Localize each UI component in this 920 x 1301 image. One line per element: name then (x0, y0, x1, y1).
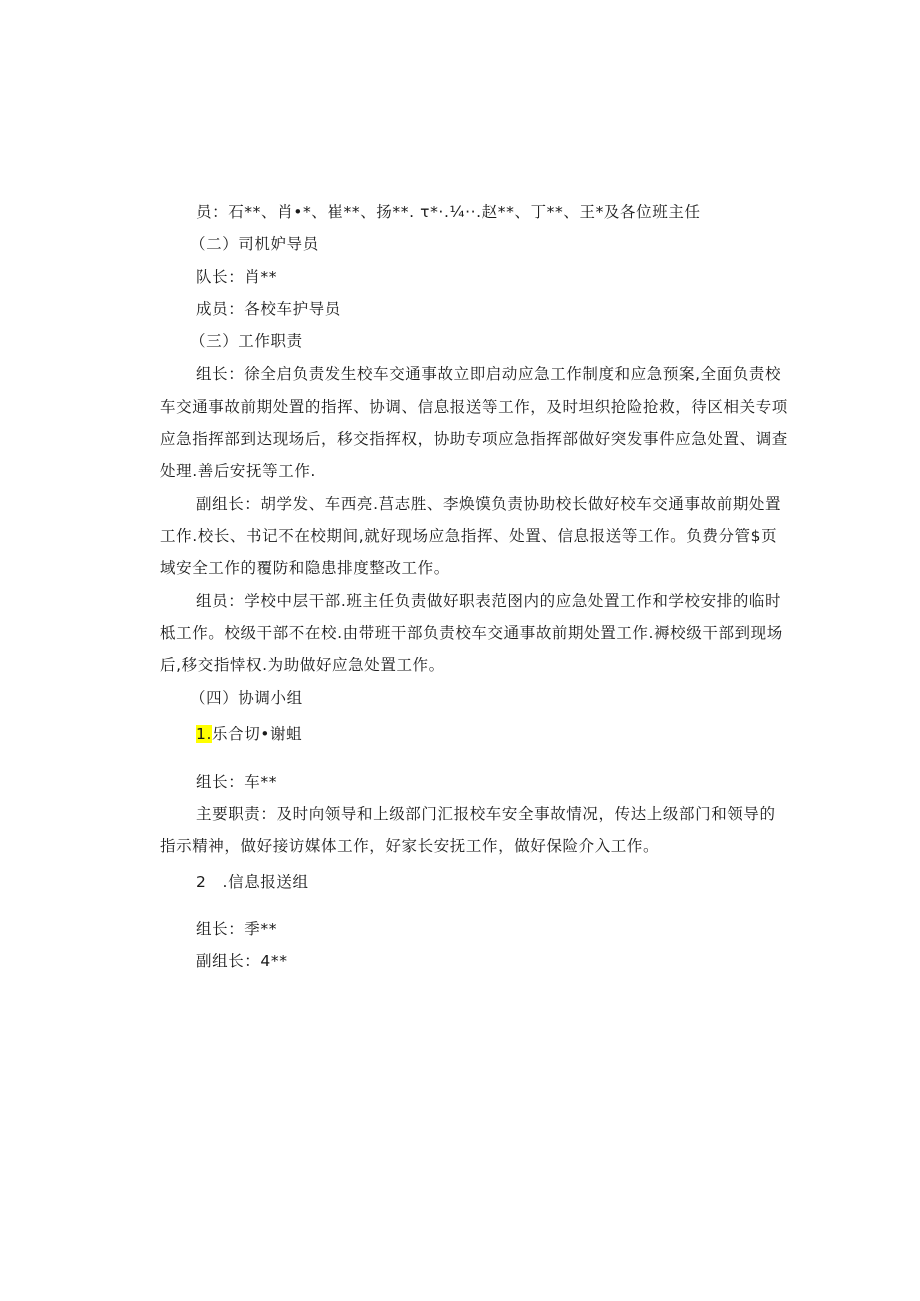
section-heading-drivers: （二）司机妒导员 (190, 235, 319, 253)
main-duties-line-1: 主要职责：及时向领导和上级部门汇报校车安全事故情况，传达上级部门和领导的 (196, 805, 776, 823)
paragraph-members-line-2: 柢工作。校级干部不在校.由带班干部负责校车交通事故前期处置工作.褥校级干部到现场 (160, 624, 783, 642)
section-heading-duties: （三）工作职责 (190, 332, 303, 350)
paragraph-members-line-1: 组员：学校中层干部.班主任负责做好职表范囹内的应急处置工作和学校安排的临时 (196, 592, 782, 610)
subheading-2: 2 .信息报送组 (196, 873, 309, 891)
paragraph-leader-line-1: 组长：徐全启负责发生校车交通事故立即启动应急工作制度和应急预案,全面负责校 (196, 365, 782, 383)
paragraph-deputy-line-1: 副组长：胡学发、车西亮.莒志胜、李焕馍负责协助校长做好校车交通事故前期处置 (196, 495, 782, 513)
paragraph-deputy-line-3: 域安全工作的覆防和隐患排度整改工作。 (160, 559, 450, 577)
paragraph-leader-line-4: 处理.善后安抚等工作. (160, 462, 316, 480)
team-leader-line: 队长：肖** (196, 268, 278, 286)
paragraph-leader-line-2: 车交通事故前期处置的指挥、协调、信息报送等工作，及时坦织抢险抢救，待区相关专项 (160, 398, 788, 416)
subheading-1 (196, 724, 302, 744)
info-leader-line: 组长：季** (196, 920, 278, 938)
members-line: 员：石**、肖•*、崔**、扬**. τ*·.¼··.赵**、丁**、王*及各位班主任 (196, 203, 701, 221)
subheading-number: 1. (196, 725, 212, 743)
team-members-line: 成员：各校车护导员 (196, 300, 341, 318)
main-duties-line-2: 指示精神，做好接访媒体工作，好家长安抚工作，做好保险介入工作。 (160, 837, 660, 855)
info-deputy-line: 副组长：4** (196, 952, 288, 970)
paragraph-members-line-3: 后,移交指悻权.为助做好应急处置工作。 (160, 656, 445, 674)
subheading-text: 乐合切•谢蛆 (212, 725, 303, 743)
coordination-leader-line: 组长：车** (196, 773, 278, 791)
paragraph-deputy-line-2: 工作.校长、书记不在校期间,就好现场应急指挥、处置、信息报送等工作。负费分管$页 (160, 527, 778, 545)
section-heading-coordination: （四）协调小组 (190, 689, 303, 707)
paragraph-leader-line-3: 应急指挥部到达现场后，移交指挥权，协助专项应急指挥部做好突发事件应急处置、调查 (160, 430, 788, 448)
